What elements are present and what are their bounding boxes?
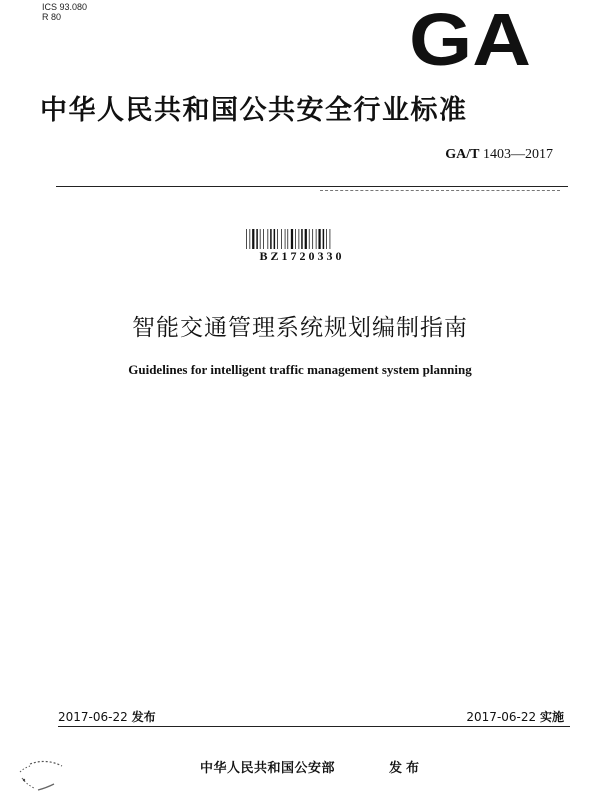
header-rule [56, 186, 568, 187]
document-title-english: Guidelines for intelligent traffic management system planning [128, 362, 472, 377]
standard-code-prefix: GA/T [445, 147, 480, 162]
standard-header: 中华人民共和国公共安全行业标准 [40, 95, 468, 126]
document-title-chinese: 智能交通管理系统规划编制指南 [132, 315, 468, 341]
ics-number: ICS 93.080 [42, 2, 88, 12]
issue-date-suffix: 发布 [131, 710, 156, 724]
publisher-name: 中华人民共和国公安部 [200, 761, 336, 776]
implementation-date-value: 2017-06-22 [466, 710, 537, 724]
header-rule-secondary [320, 190, 560, 191]
classification-code: R 80 [42, 12, 62, 22]
issue-date-value: 2017-06-22 [58, 710, 128, 724]
barcode-number: BZ1720330 [259, 249, 345, 263]
issue-date [58, 708, 156, 725]
implementation-date [466, 708, 564, 725]
implementation-date-suffix: 实施 [539, 710, 564, 724]
ga-logo [408, 6, 532, 68]
standard-code-number: 1403—2017 [483, 147, 553, 162]
ga-logo-text: GA [409, 6, 531, 68]
seal-stamp-mark [0, 758, 70, 796]
publish-label: 发布 [389, 761, 424, 776]
footer-rule [58, 726, 570, 727]
barcode [246, 229, 358, 249]
standard-code [445, 147, 553, 163]
